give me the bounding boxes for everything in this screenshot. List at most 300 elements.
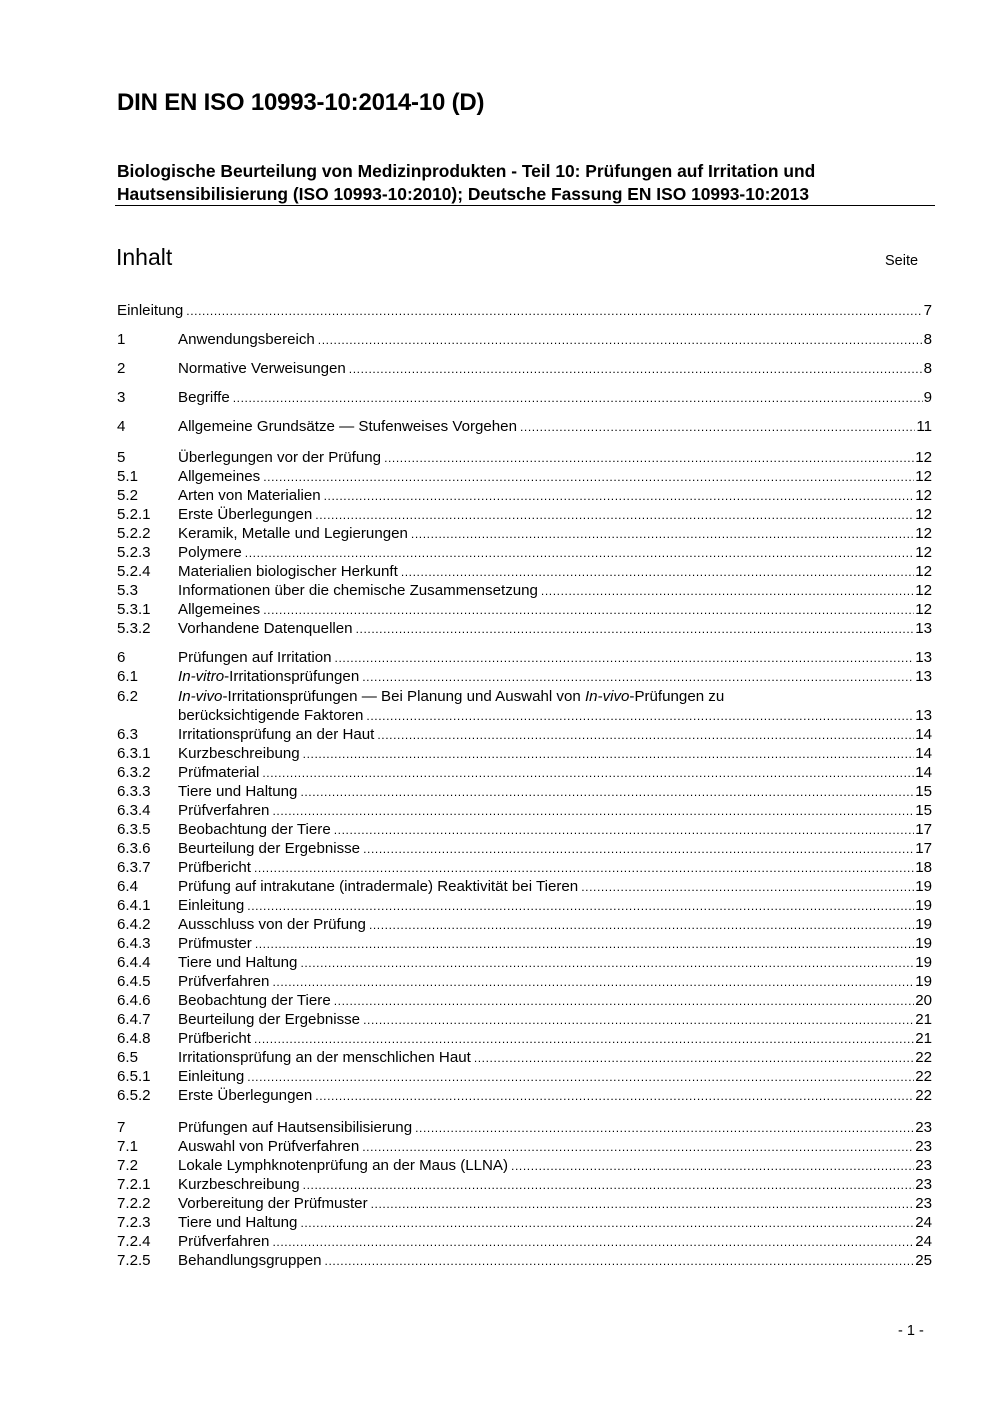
toc-page-number: 12 [915,506,932,523]
toc-entry-title [178,648,332,667]
toc-dot-leader [300,1214,914,1233]
toc-page-number: 19 [915,916,932,933]
toc-entry[interactable] [117,524,932,543]
toc-entry-title [178,1251,322,1270]
toc-dot-leader [303,1176,915,1195]
toc-entry-body [178,1137,932,1157]
toc-entry[interactable] [117,1156,932,1175]
toc-dot-leader [233,389,923,408]
toc-entry-body [178,915,932,935]
toc-entry-title [178,467,260,486]
toc-title-text: Polymere [178,544,242,561]
toc-entry-number: 7.2.1 [117,1176,151,1193]
toc-title-text: Allgemeines [178,468,261,485]
toc-entry-title [178,915,366,934]
toc-dot-leader [363,1011,914,1030]
toc-entry-title [178,858,251,877]
toc-title-text: Erste Überlegungen [178,506,313,523]
toc-entry-body [178,648,932,668]
toc-entry[interactable] [117,359,932,378]
toc-entry[interactable] [117,1137,932,1156]
toc-entry-number: 5.2.3 [117,544,151,561]
toc-entry[interactable] [117,1048,932,1067]
toc-entry[interactable] [117,667,932,686]
toc-entry-body [178,388,932,408]
toc-title-italic: In-vitro [178,668,225,685]
toc-entry-number: 6.4.7 [117,1011,151,1028]
toc-entry[interactable] [117,648,932,667]
toc-dot-leader [315,1087,914,1106]
toc-entry-title [178,1175,300,1194]
toc-entry[interactable] [117,330,932,349]
toc-title-text: Einleitung [178,897,245,914]
toc-entry-body [178,972,932,992]
toc-entry-number: 7.2.3 [117,1214,151,1231]
toc-heading: Inhalt [116,244,173,270]
toc-entry[interactable] [117,619,932,638]
toc-entry-body [178,1029,932,1049]
toc-entry[interactable] [117,744,932,763]
toc-page-number: 23 [915,1157,932,1174]
toc-entry[interactable] [117,1194,932,1213]
toc-entry-title [178,600,260,619]
toc-title-text: Kurzbeschreibung [178,1176,300,1193]
toc-entry[interactable] [117,934,932,953]
toc-entry-body [178,782,932,802]
toc-entry-number: 2 [117,360,126,377]
toc-entry-body [178,1010,932,1030]
subtitle-divider [115,205,935,206]
toc-page-number: 12 [915,601,932,618]
toc-entry-number: 6.4.4 [117,954,151,971]
toc-entry[interactable] [117,839,932,858]
toc-page-number: 14 [915,764,932,781]
toc-title-text: Anwendungsbereich [178,331,315,348]
toc-title-text: Kurzbeschreibung [178,745,300,762]
toc-entry[interactable] [117,896,932,915]
toc-entry-body [178,562,932,582]
toc-entry-number: 5.2.1 [117,506,151,523]
toc-page-number: 12 [915,544,932,561]
toc-dot-leader [366,707,914,726]
toc-entry[interactable] [117,801,932,820]
toc-entry-number: 6.4.8 [117,1030,151,1047]
toc-entry-number: 5.3 [117,582,138,599]
toc-entry-number: 5.2 [117,487,138,504]
toc-entry-body [178,359,932,379]
toc-entry-number: 7.2.5 [117,1252,151,1269]
toc-page-number: 12 [915,525,932,542]
toc-entry-body [178,505,932,525]
toc-dot-leader [371,1195,915,1214]
toc-title-text: -Prüfungen zu [629,688,725,705]
toc-entry-body [178,934,932,954]
toc-page-number: 17 [915,840,932,857]
toc-title-text: Tiere und Haltung [178,783,298,800]
toc-entry[interactable] [117,1213,932,1232]
toc-entry[interactable] [117,448,932,467]
toc-entry-number: 6.1 [117,668,138,685]
toc-dot-leader [263,601,914,620]
toc-page-number: 12 [915,487,932,504]
toc-dot-leader [315,506,914,525]
toc-entry-number: 6.3.6 [117,840,151,857]
toc-entry-title [178,706,363,725]
toc-entry-number: 6 [117,649,126,666]
toc-page-number: 7 [923,302,932,319]
toc-entry[interactable] [117,991,932,1010]
toc-title-text: Prüfmaterial [178,764,260,781]
toc-entry-body [178,839,932,859]
toc-entry-number: 6.5.2 [117,1087,151,1104]
toc-entry[interactable] [117,486,932,505]
toc-entry-body [178,467,932,487]
toc-entry-body [178,896,932,916]
toc-page-number: 8 [923,331,932,348]
toc-dot-leader [254,859,914,878]
toc-entry[interactable] [117,972,932,991]
toc-title-text: Tiere und Haltung [178,1214,298,1231]
toc-title-text: Informationen über die chemische Zusammensetzung [178,582,538,599]
toc-dot-leader [300,954,914,973]
toc-entry[interactable] [117,1251,932,1270]
toc-entry-number: 6.5 [117,1049,138,1066]
toc-page-number: 22 [915,1068,932,1085]
toc-entry-title [178,1137,359,1156]
toc-page-number: 14 [915,745,932,762]
toc-dot-leader [324,487,915,506]
toc-title-text: -Irritationsprüfungen [224,668,360,685]
toc-entry[interactable] [117,953,932,972]
toc-page-number: 19 [915,954,932,971]
toc-title-text: Beurteilung der Ergebnisse [178,1011,361,1028]
toc-entry-number: 5.2.4 [117,563,151,580]
toc-entry-title [178,543,242,562]
toc-page-number: 22 [915,1087,932,1104]
toc-entry-body [178,667,932,687]
toc-entry-body [178,820,932,840]
toc-title-text: Prüfungen auf Irritation [178,649,332,666]
toc-page-number: 23 [915,1138,932,1155]
toc-entry-body [178,600,932,620]
toc-entry[interactable] [117,1175,932,1194]
toc-entry[interactable] [117,915,932,934]
toc-entry-title [178,448,381,467]
toc-title-text: Ausschluss von der Prüfung [178,916,366,933]
toc-entry-title [178,667,359,686]
toc-title-text: Irritationsprüfung an der Haut [178,726,375,743]
toc-entry-body [178,763,932,783]
toc-entry[interactable] [117,562,932,581]
toc-page-number: 19 [915,973,932,990]
toc-entry-body [178,991,932,1011]
toc-entry[interactable] [117,1118,932,1137]
toc-entry-title [178,330,315,349]
toc-entry[interactable] [117,1067,932,1086]
toc-dot-leader [334,821,914,840]
toc-entry-body [178,330,932,350]
toc-title-text: Materialien biologischer Herkunft [178,563,398,580]
toc-entry-number: 6.3.4 [117,802,151,819]
toc-dot-leader [362,1138,914,1157]
toc-dot-leader [245,544,914,563]
toc-entry[interactable] [117,417,932,436]
toc-title-text: Arten von Materialien [178,487,321,504]
toc-entry-body [178,543,932,563]
toc-page-number: 23 [915,1119,932,1136]
toc-entry[interactable] [117,1010,932,1029]
toc-entry-number: 6.3.3 [117,783,151,800]
toc-entry[interactable] [117,600,932,619]
toc-title-italic: In-vivo [584,688,630,705]
toc-entry-body [178,486,932,506]
toc-page-number: 15 [915,802,932,819]
toc-title-text: berücksichtigende Faktoren [178,707,364,724]
toc-title-text: -Irritationsprüfungen — Bei Planung und Auswahl von [222,688,585,705]
toc-entry-title [178,839,360,858]
toc-dot-leader [300,783,914,802]
toc-page-number: 12 [915,563,932,580]
toc-entry[interactable] [117,1086,932,1105]
toc-entry-body [178,706,932,726]
toc-entry[interactable] [117,1029,932,1048]
toc-dot-leader [272,802,914,821]
toc-title-text: Überlegungen vor der Prüfung [178,449,382,466]
toc-title-text: Auswahl von Prüfverfahren [178,1138,360,1155]
toc-dot-leader [255,935,914,954]
toc-entry-title [178,1156,508,1175]
toc-page-number: 24 [915,1233,932,1250]
toc-dot-leader [325,1252,915,1271]
toc-page-number: 23 [915,1195,932,1212]
toc-entry-number: 6.3.2 [117,764,151,781]
toc-entry-body [178,1194,932,1214]
toc-entry-body [178,1251,932,1271]
toc-title-text: Allgemeines [178,601,261,618]
toc-entry-body [178,953,932,973]
document-title: DIN EN ISO 10993-10:2014-10 (D) [117,89,485,116]
toc-entry-body [178,877,932,897]
toc-entry-title [178,1086,312,1105]
toc-page-number: 12 [915,468,932,485]
toc-title-text: Lokale Lymphknotenprüfung an der Maus (LLNA) [178,1157,509,1174]
toc-entry-title [178,801,269,820]
toc-entry-body [117,301,932,321]
toc-entry-title [178,1213,297,1232]
toc-entry[interactable] [117,301,932,320]
toc-entry-number: 5.3.2 [117,620,151,637]
toc-entry[interactable] [117,388,932,407]
toc-dot-leader [401,563,914,582]
toc-entry-title [178,744,300,763]
toc-entry-title [178,505,312,524]
toc-entry-title [178,725,374,744]
toc-title-text: Prüfverfahren [178,802,270,819]
toc-title-text: Beobachtung der Tiere [178,821,331,838]
toc-entry[interactable] [117,820,932,839]
toc-entry-number: 6.3 [117,726,138,743]
page-number-footer: - 1 - [898,1323,924,1339]
toc-entry-title-line [178,687,724,706]
toc-entry-body [178,744,932,764]
toc-title-text: Einleitung [178,1068,245,1085]
toc-dot-leader [581,878,914,897]
subtitle-line-2: Hautsensibilisierung (ISO 10993-10:2010); Deutsche Fassung EN ISO 10993-10:2013 [117,184,810,204]
toc-page-number: 13 [915,649,932,666]
toc-entry-title [178,763,259,782]
toc-entry-body [178,725,932,745]
toc-entry-body [178,1213,932,1233]
toc-entry-number: 4 [117,418,126,435]
toc-entry-title [178,1067,244,1086]
toc-dot-leader [511,1157,914,1176]
toc-page-number: 12 [915,449,932,466]
toc-dot-leader [520,418,915,437]
toc-entry-title [178,934,252,953]
toc-page-number: 19 [915,897,932,914]
toc-entry-number: 6.3.5 [117,821,151,838]
toc-entry-title [178,782,297,801]
toc-title-text: Irritationsprüfung an der menschlichen Haut [178,1049,471,1066]
toc-entry-number: 6.4.6 [117,992,151,1009]
toc-entry-body [178,619,932,639]
toc-page-number: 20 [915,992,932,1009]
toc-page-number: 13 [915,707,932,724]
toc-entry-title [178,417,517,436]
toc-dot-leader [356,620,915,639]
toc-title-text: Prüfverfahren [178,973,270,990]
toc-dot-leader [318,331,923,350]
toc-dot-leader [541,582,914,601]
toc-dot-leader [384,449,914,468]
toc-title-text: Allgemeine Grundsätze — Stufenweises Vorgehen [178,418,517,435]
toc-dot-leader [474,1049,914,1068]
toc-dot-leader [363,840,914,859]
toc-entry-number: 6.4.2 [117,916,151,933]
toc-page-number: 11 [916,418,932,435]
toc-page-number: 19 [915,878,932,895]
toc-dot-leader [415,1119,914,1138]
toc-page-number: 23 [915,1176,932,1193]
toc-entry-title [178,486,321,505]
toc-entry-number: 6.4.3 [117,935,151,952]
toc-entry-number: 5.1 [117,468,138,485]
toc-dot-leader [362,668,914,687]
toc-entry[interactable] [117,1232,932,1251]
toc-entry-number: 6.3.7 [117,859,151,876]
toc-page-number: 25 [915,1252,932,1269]
toc-title-text: Prüfungen auf Hautsensibilisierung [178,1119,413,1136]
toc-entry-title [178,1194,368,1213]
toc-page-number: 17 [915,821,932,838]
toc-entry-title [178,896,244,915]
toc-dot-leader [411,525,914,544]
toc-entry-body [178,417,932,437]
toc-title-text: Beobachtung der Tiere [178,992,331,1009]
toc-entry-title [178,820,331,839]
toc-dot-leader [247,897,914,916]
toc-entry-body [178,1086,932,1106]
toc-entry-title [178,1010,360,1029]
toc-title-text: Prüfung auf intrakutane (intradermale) Reaktivität bei Tieren [178,878,579,895]
toc-dot-leader [349,360,923,379]
toc-entry-body [178,1232,932,1252]
toc-entry[interactable] [117,763,932,782]
toc-entry[interactable] [117,505,932,524]
toc-entry-body [178,1067,932,1087]
toc-entry-title [178,1232,269,1251]
toc-page-number: 24 [915,1214,932,1231]
toc-title-text: Einleitung [117,302,184,319]
toc-entry-title [117,301,183,320]
toc-title-text: Prüfverfahren [178,1233,270,1250]
toc-entry-number: 5.3.1 [117,601,151,618]
toc-entry[interactable] [117,725,932,744]
toc-dot-leader [303,745,915,764]
toc-title-text: Prüfbericht [178,859,251,876]
toc-entry-number: 5 [117,449,126,466]
toc-entry-number: 1 [117,331,126,348]
toc-page-number: 22 [915,1049,932,1066]
toc-page-number: 21 [915,1011,932,1028]
toc-entry[interactable] [117,877,932,896]
toc-entry-body [178,524,932,544]
toc-entry-title [178,877,578,896]
toc-dot-leader [247,1068,914,1087]
toc-entry-number: 6.4.1 [117,897,151,914]
toc-entry-number: 6.5.1 [117,1068,151,1085]
toc-dot-leader [272,1233,914,1252]
toc-title-italic: In-vivo [178,688,223,705]
toc-dot-leader [272,973,914,992]
toc-title-text: Tiere und Haltung [178,954,298,971]
toc-dot-leader [186,302,922,321]
toc-title-text: Prüfbericht [178,1030,251,1047]
toc-entry[interactable] [117,858,932,877]
toc-entry-number: 7.2 [117,1157,138,1174]
toc-dot-leader [377,726,914,745]
toc-entry[interactable] [117,581,932,600]
toc-page-number: 15 [915,783,932,800]
toc-page-label: Seite [885,253,919,269]
toc-entry-title [178,991,331,1010]
toc-dot-leader [262,764,914,783]
toc-entry[interactable] [117,467,932,486]
toc-title-text: Begriffe [178,389,230,406]
toc-page-number: 8 [923,360,932,377]
toc-title-text: Prüfmuster [178,935,252,952]
toc-title-text: Vorhandene Datenquellen [178,620,353,637]
toc-entry-title [178,619,353,638]
toc-entry-body [178,1118,932,1138]
toc-entry-number: 3 [117,389,126,406]
toc-dot-leader [263,468,914,487]
toc-entry-title [178,1048,471,1067]
subtitle-line-1: Biologische Beurteilung von Medizinprodukten - Teil 10: Prüfungen auf Irritation und [117,161,816,181]
toc-entry[interactable] [117,706,932,725]
toc-entry-body [178,1048,932,1068]
toc-entry[interactable] [117,782,932,801]
toc-entry-title [178,562,398,581]
toc-entry-number: 6.4 [117,878,138,895]
toc-page-number: 19 [915,935,932,952]
toc-entry-title [178,953,297,972]
toc-dot-leader [254,1030,914,1049]
toc-page-number: 21 [915,1030,932,1047]
toc-entry[interactable] [117,543,932,562]
toc-entry-number: 6.3.1 [117,745,151,762]
toc-entry-title [178,388,230,407]
